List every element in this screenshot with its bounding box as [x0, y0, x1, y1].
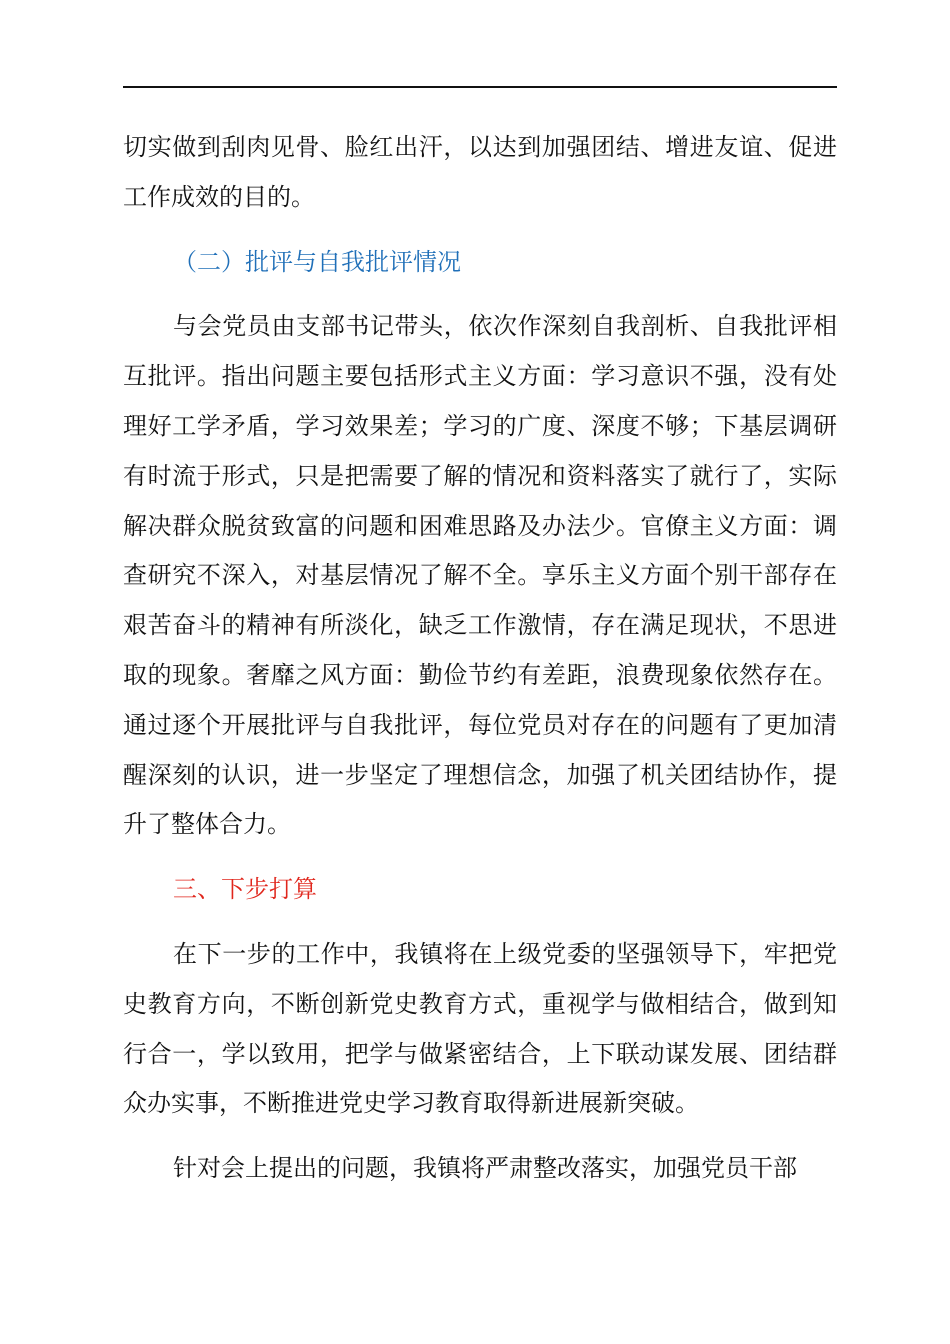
paragraph-continued: 切实做到刮肉见骨、脸红出汗，以达到加强团结、增进友谊、促进工作成效的目的。	[123, 133, 837, 211]
document-body	[123, 123, 837, 1194]
section-heading-next-steps: 三、下步打算	[173, 875, 317, 904]
paragraph-criticism: 与会党员由支部书记带头，依次作深刻自我剖析、自我批评相互批评。指出问题主要包括形式主义方面：学习意识不强，没有处理好工学矛盾，学习效果差；学习的广度、深度不够；下基层调研有时流于形式，只是把需要了解的情况和资料落实了就行了，实际解决群众脱贫致富的问题和困难思路及办法少。官僚主义方面：调查研究不深入，对基层情况了解不全。享乐主义方面个别干部存在艰苦奋斗的精神有所淡化，缺乏工作激情，存在满足现状，不思进取的现象。奢靡之风方面：勤俭节约有差距，浪费现象依然存在。通过逐个开展批评与自我批评，每位党员对存在的问题有了更加清醒深刻的认识，进一步坚定了理想信念，加强了机关团结协作，提升了整体合力。	[123, 312, 837, 839]
paragraph-plan: 在下一步的工作中，我镇将在上级党委的坚强领导下，牢把党史教育方向，不断创新党史教育方式，重视学与做相结合，做到知行合一，学以致用，把学与做紧密结合，上下联动谋发展、团结群众办实事，不断推进党史学习教育取得新进展新突破。	[123, 939, 837, 1118]
paragraph-rectify: 针对会上提出的问题，我镇将严肃整改落实，加强党员干部	[173, 1154, 797, 1183]
header-rule	[123, 86, 837, 88]
subheading-criticism: （二）批评与自我批评情况	[173, 247, 461, 276]
